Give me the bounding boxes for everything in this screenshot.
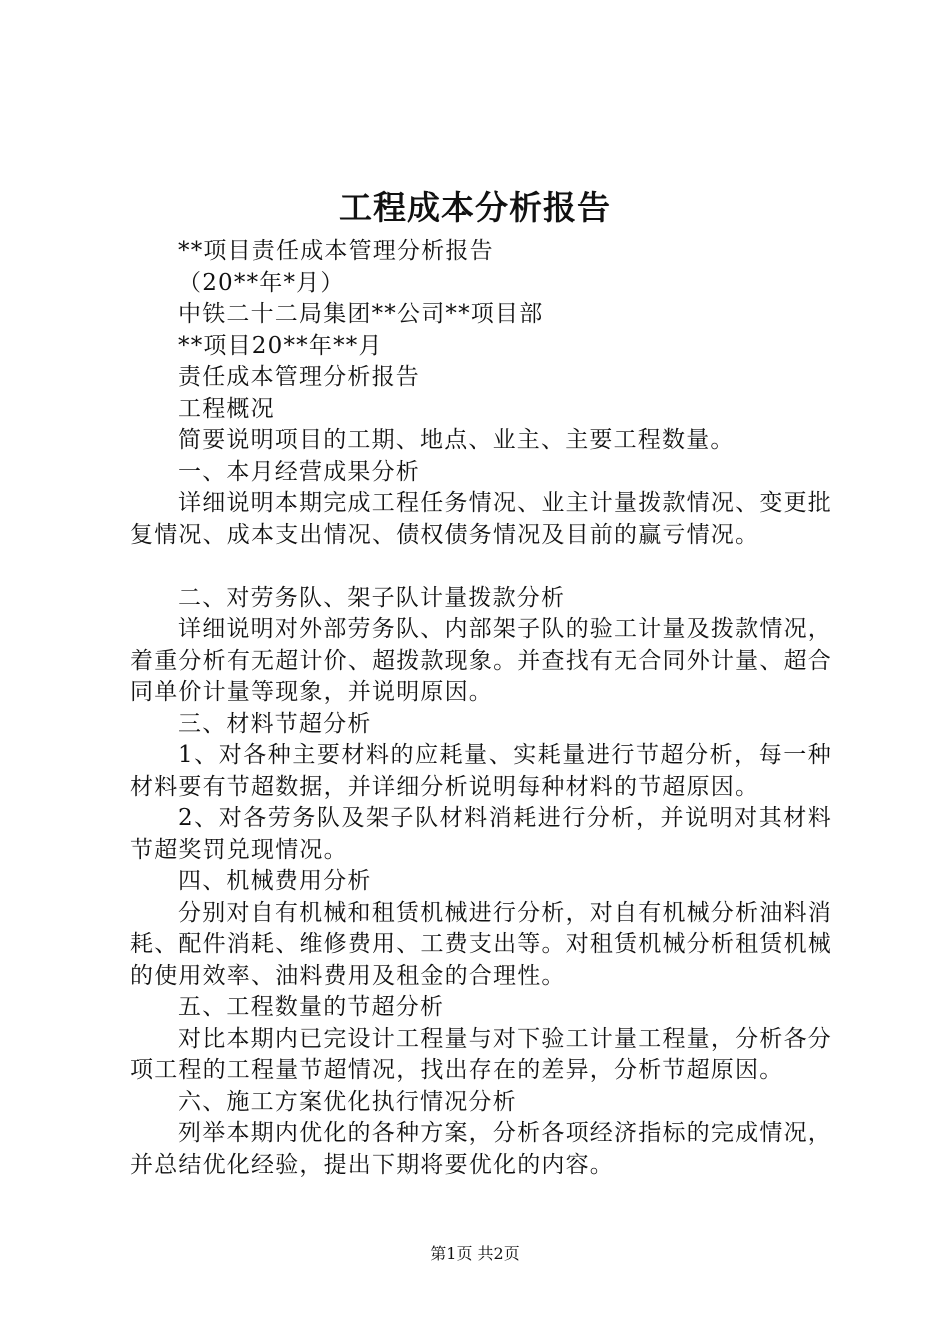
paragraph-section-6: 列举本期内优化的各种方案，分析各项经济指标的完成情况，并总结优化经验，提出下期将要优化的内容。: [130, 1120, 832, 1178]
heading-section-1: 一、本月经营成果分析: [178, 458, 420, 485]
heading-section-5: 五、工程数量的节超分析: [178, 994, 445, 1020]
paragraph-overview-text: 简要说明项目的工期、地点、业主、主要工程数量。: [178, 427, 735, 453]
paragraph-section-3-item-2: 2、对各劳务队及架子队材料消耗进行分析，并说明对其材料节超奖罚兑现情况。: [130, 805, 832, 863]
paragraph-report-name: **项目责任成本管理分析报告: [178, 238, 494, 264]
paragraph-section-2: 详细说明对外部劳务队、内部架子队的验工计量及拨款情况，着重分析有无超计价、超拨款现象。并查找有无合同外计量、超合同单价计量等现象，并说明原因。: [130, 616, 832, 705]
heading-section-4: 四、机械费用分析: [178, 868, 372, 894]
paragraph-section-5: 对比本期内已完设计工程量与对下验工计量工程量，分析各分项工程的工程量节超情况，找出存在的差异，分析节超原因。: [130, 1025, 832, 1083]
paragraph-project-date: **项目20**年**月: [178, 332, 383, 359]
page-number-footer: 第1页 共2页: [430, 1244, 520, 1263]
heading-project-overview: 工程概况: [178, 395, 275, 422]
paragraph-section-4: 分别对自有机械和租赁机械进行分析，对自有机械分析油料消耗、配件消耗、维修费用、工费支出等。对租赁机械分析租赁机械的使用效率、油料费用及租金的合理性。: [130, 899, 832, 989]
document-title: 工程成本分析报告: [339, 188, 611, 227]
document-body: [130, 236, 832, 1181]
heading-section-2: 二、对劳务队、架子队计量拨款分析: [178, 584, 566, 611]
paragraph-section-1: 详细说明本期完成工程任务情况、业主计量拨款情况、变更批复情况、成本支出情况、债权债务情况及目前的赢亏情况。: [130, 490, 832, 548]
paragraph-report-period: （20**年*月）: [178, 269, 345, 296]
paragraph-report-subtitle: 责任成本管理分析报告: [178, 364, 420, 390]
heading-section-6: 六、施工方案优化执行情况分析: [178, 1088, 517, 1115]
paragraph-section-3-item-1: 1、对各种主要材料的应耗量、实耗量进行节超分析，每一种材料要有节超数据，并详细分析说明每种材料的节超原因。: [130, 742, 832, 800]
heading-section-3: 三、材料节超分析: [178, 710, 372, 737]
paragraph-organization: 中铁二十二局集团**公司**项目部: [178, 301, 544, 327]
